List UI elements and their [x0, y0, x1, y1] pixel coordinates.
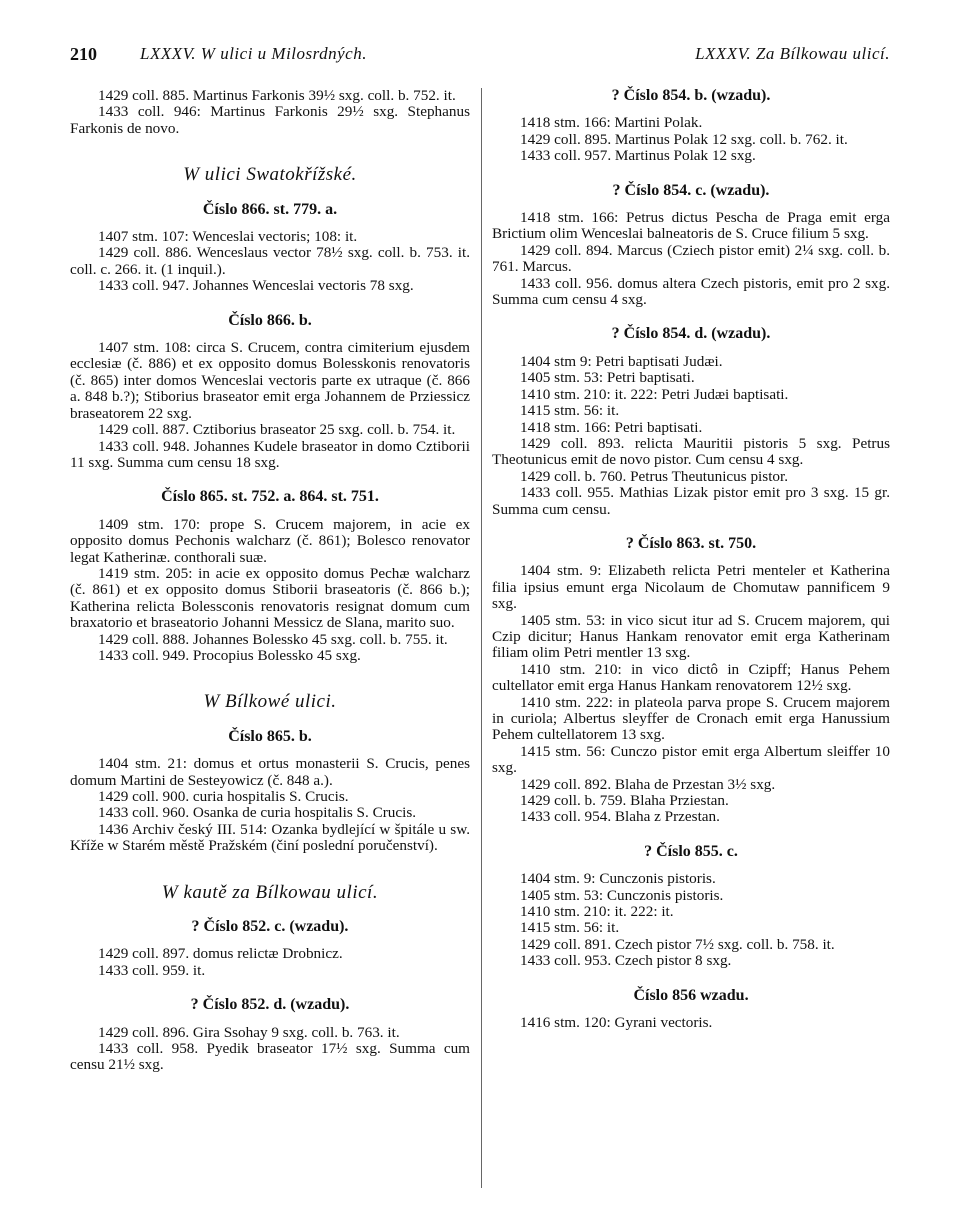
entry: 1429 coll. 900. curia hospitalis S. Crucis.: [98, 788, 349, 805]
entry: 1410 stm. 210: in vico dictô in Czipff; Hanus Pehem cultellator emit erga Hanus Hankam renovatorem 12½ sxg.: [492, 660, 890, 695]
entry: 1410 stm. 222: in plateola parva prope S. Crucem majorem in curiola; Albertus sleyffer de Cronach emit erga Hanussium Pehem cultellatorem 13 sxg.: [492, 693, 890, 744]
entry: 1410 stm. 210: it. 222: it.: [520, 903, 674, 921]
entry: 1415 stm. 56: it.: [520, 919, 620, 937]
entry: 1404 stm 9: Petri baptisati Judæi.: [520, 352, 723, 370]
house-heading: Číslo 865. st. 752. a. 864. st. 751.: [161, 488, 379, 506]
entry: 1418 stm. 166: Martini Polak.: [520, 114, 703, 132]
entry: 1436 Archiv český III. 514: Ozanka bydlející w špitále u sw. Kříže w Starém městě Pražském (činí poslední poručenství).: [70, 820, 470, 855]
entry: 1429 coll. 895. Martinus Polak 12 sxg. coll. b. 762. it.: [520, 130, 848, 148]
entry: 1433 coll. 947. Johannes Wenceslai vectoris 78 sxg.: [98, 277, 414, 295]
entry: 1415 stm. 56: Cunczo pistor emit erga Albertum sleiffer 10 sxg.: [492, 742, 890, 777]
entry: 1429 coll. 888. Johannes Bolessko 45 sxg. coll. b. 755. it.: [98, 630, 448, 648]
entry: 1429 coll. 887. Cztiborius braseator 25 sxg. coll. b. 754. it.: [98, 421, 456, 439]
entry: 1415 stm. 56: it.: [520, 402, 620, 420]
entry: 1419 stm. 205: in acie ex opposito domus Pechæ walcharz (č. 861) et ex opposito domus Stiborii braseatoris (č. 866 b.); Katherina relicta Bolessconis renovatoris resignat domum cum braxatorio et braseatorio Johanni Messicz de Slana, marito suo.: [70, 564, 470, 632]
house-heading: ? Číslo 852. d. (wzadu).: [190, 996, 350, 1014]
entry: 1429 coll. 896. Gira Ssohay 9 sxg. coll. b. 763. it.: [98, 1023, 400, 1041]
entry: 1418 stm. 166: Petri baptisati.: [520, 418, 703, 436]
entry: 1429 coll. b. 760. Petrus Theutunicus pistor.: [520, 467, 789, 485]
entry: 1429 coll. 897. domus relictæ Drobnicz.: [98, 945, 343, 963]
entry: 1404 stm. 21: domus et ortus monasterii S. Crucis, penes domum Martini de Sesteyowicz (č. 848 a.).: [70, 755, 470, 789]
entry: 1433 coll. 953. Czech pistor 8 sxg.: [520, 952, 732, 970]
entry: 1429 coll. b. 759. Blaha Prziestan.: [520, 792, 729, 810]
entry: 1429 coll. 891. Czech pistor 7½ sxg. coll. b. 758. it.: [520, 935, 835, 953]
entry: 1433 coll. 957. Martinus Polak 12 sxg.: [520, 147, 756, 165]
house-heading: ? Číslo 852. c. (wzadu).: [191, 918, 349, 936]
entry: 1433 coll. 955. Mathias Lizak pistor emit pro 3 sxg. 15 gr. Summa cum censu.: [492, 484, 890, 518]
house-heading: ? Číslo 854. b. (wzadu).: [611, 87, 771, 104]
entry: 1405 stm. 53: Petri baptisati.: [520, 369, 695, 387]
house-heading: Číslo 865. b.: [228, 727, 312, 745]
entry: 1429 coll. 886. Wenceslaus vector 78½ sxg. coll. b. 753. it. coll. c. 266. it. (1 inquil.).: [70, 244, 470, 278]
entry: 1409 stm. 170: prope S. Crucem majorem, in acie ex opposito domus Pechonis walcharz (č. 861); Bolesco renovator legat Katherinæ. conthorali suæ.: [70, 515, 470, 566]
left-column: [70, 88, 470, 1074]
entry: 1433 coll. 948. Johannes Kudele braseator in domo Cztiborii 11 sxg. Summa cum censu 18 sxg.: [70, 437, 470, 471]
entry: 1410 stm. 210: it. 222: Petri Judæi baptisati.: [520, 385, 789, 403]
entry: 1433 coll. 949. Procopius Bolessko 45 sxg.: [98, 646, 361, 664]
house-heading: ? Číslo 854. d. (wzadu).: [611, 325, 771, 343]
entry: 1405 stm. 53: Cunczonis pistoris.: [520, 886, 724, 904]
entry: 1433 coll. 946: Martinus Farkonis 29½ sxg. Stephanus Farkonis de novo.: [70, 103, 470, 137]
entry: 1433 coll. 954. Blaha z Przestan.: [520, 808, 720, 826]
entry: 1433 coll. 958. Pyedik braseator 17½ sxg. Summa cum censu 21½ sxg.: [70, 1040, 470, 1074]
page-number: 210: [70, 44, 97, 64]
house-heading: ? Číslo 855. c.: [644, 842, 738, 860]
entry: 1407 stm. 107: Wenceslai vectoris; 108: it.: [98, 228, 358, 246]
entry: 1433 coll. 956. domus altera Czech pistoris, emit pro 2 sxg. Summa cum censu 4 sxg.: [492, 274, 890, 309]
entry: 1429 coll. 892. Blaha de Przestan 3½ sxg.: [520, 775, 776, 793]
house-heading: Číslo 866. b.: [228, 311, 312, 329]
entry: 1429 coll. 893. relicta Mauritii pistoris 5 sxg. Petrus Theotunicus emit de novo pistor. Cum censu 4 sxg.: [492, 434, 890, 469]
running-head-right: LXXXV. Za Bílkowau ulicí.: [695, 44, 890, 63]
entry: 1405 stm. 53: in vico sicut itur ad S. Crucem majorem, qui Czip dicitur; Hanus Hankam renovator emit erga Katherinam filiam olim Petri mentler 13 sxg.: [492, 611, 890, 662]
entry: 1429 coll. 885. Martinus Farkonis 39½ sxg. coll. b. 752. it.: [98, 87, 456, 104]
entry: 1404 stm. 9: Elizabeth relicta Petri menteler et Katherina filia ipsius emunt erga Nicolaum de Chomutaw pannificem 9 sxg.: [492, 562, 890, 613]
running-head-left: LXXXV. W ulici u Milosrdných.: [140, 44, 367, 63]
entry: 1433 coll. 960. Osanka de curia hospitalis S. Crucis.: [98, 804, 417, 822]
entry: 1407 stm. 108: circa S. Crucem, contra cimiterium ejusdem ecclesiæ (č. 886) et ex opposito domus Bolesskonis renovatoris (č. 865) inter domos Wenceslai vectoris parte ex utraque (č. 866 a. 848 b.?); Stiborius braseator emit erga Johannem de Prziessicz braseatorem 22 sxg.: [70, 339, 470, 422]
section-heading: W Bílkowé ulici.: [203, 691, 337, 713]
house-heading: ? Číslo 863. st. 750.: [625, 534, 757, 552]
right-column: [492, 88, 890, 1032]
section-heading: W ulici Swatokřížské.: [183, 164, 357, 186]
entry: 1418 stm. 166: Petrus dictus Pescha de Praga emit erga Brictium olim Wenceslai balneatoris de S. Cruce filium 5 sxg.: [492, 209, 890, 243]
house-heading: Číslo 866. st. 779. a.: [202, 200, 338, 218]
house-heading: ? Číslo 854. c. (wzadu).: [612, 181, 770, 199]
section-heading: W kautě za Bílkowau ulicí.: [161, 881, 379, 903]
column-divider: [481, 88, 482, 1188]
house-heading: Číslo 856 wzadu.: [633, 986, 749, 1004]
entry: 1429 coll. 894. Marcus (Cziech pistor emit) 2¼ sxg. coll. b. 761. Marcus.: [492, 241, 890, 276]
entry: 1416 stm. 120: Gyrani vectoris.: [520, 1014, 713, 1032]
page-header: [70, 44, 890, 68]
entry: 1404 stm. 9: Cunczonis pistoris.: [520, 870, 716, 888]
entry: 1433 coll. 959. it.: [98, 961, 206, 979]
